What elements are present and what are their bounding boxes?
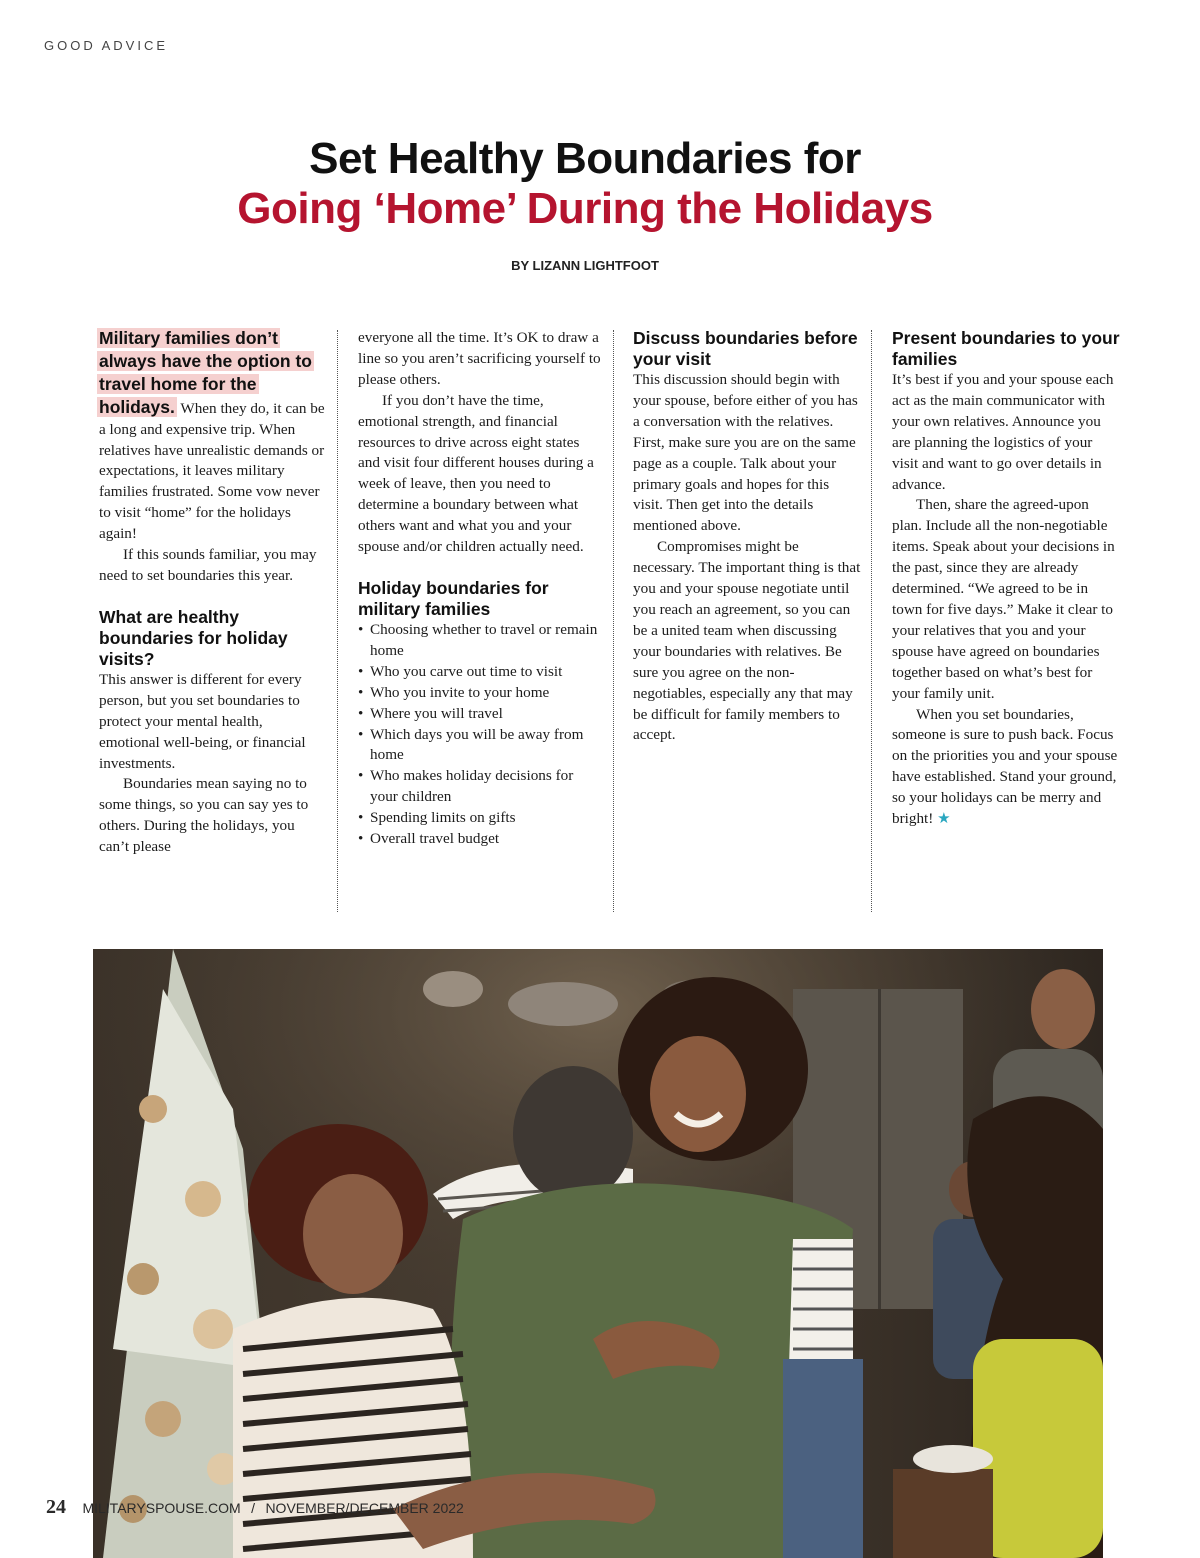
column-2 xyxy=(358,328,602,850)
byline: BY LIZANN LIGHTFOOT xyxy=(511,258,659,273)
list-item: • Spending limits on gifts xyxy=(358,809,516,827)
list-item: • Choosing whether to travel or remain home xyxy=(358,620,598,659)
boundaries-list xyxy=(358,620,602,850)
lead-highlight: Military families don’t always have the option to travel home for the holidays. xyxy=(99,328,312,417)
title-line-2: Going ‘Home’ During the Holidays xyxy=(237,184,933,233)
paragraph: This discussion should begin with your spouse, before either of you has a conversation with the relatives. First, make sure you are on the same page as a couple. Talk about your primary goals and hopes for this visit. Then get into the details mentioned above. xyxy=(633,371,858,535)
list-item: • Who you carve out time to visit xyxy=(358,662,563,680)
subheading: Holiday boundaries for military families xyxy=(358,577,549,619)
list-item: • Where you will travel xyxy=(358,704,503,722)
footer-site: MILITARYSPOUSE.COM xyxy=(82,1500,241,1516)
list-item: • Which days you will be away from home xyxy=(358,725,584,764)
page-number: 24 xyxy=(46,1496,66,1518)
footer-issue: NOVEMBER/DECEMBER 2022 xyxy=(265,1500,464,1516)
column-3 xyxy=(633,328,861,746)
page-footer xyxy=(46,1496,464,1519)
subheading: Discuss boundaries before your visit xyxy=(633,328,858,369)
title-line-1: Set Healthy Boundaries for xyxy=(309,134,861,183)
column-divider xyxy=(871,330,872,912)
paragraph: everyone all the time. It’s OK to draw a line so you aren’t sacrificing yourself to please others. xyxy=(358,329,601,388)
paragraph: It’s best if you and your spouse each act as the main communicator with your own relatives. Announce you are planning the logistics of your visit and want to go over details in advance. xyxy=(892,371,1114,493)
column-divider xyxy=(337,330,338,912)
subheading: Present boundaries to your families xyxy=(892,328,1120,369)
list-item: • Who makes holiday decisions for your children xyxy=(358,767,574,806)
column-divider xyxy=(613,330,614,912)
subheading: What are healthy boundaries for holiday visits? xyxy=(99,606,288,669)
article-title xyxy=(0,134,1170,234)
column-1 xyxy=(99,328,327,858)
closing-paragraph: When you set boundaries, someone is sure to push back. Focus on the priorities you and your spouse have established. Stand your ground, so your holidays can be merry and bright! ★ xyxy=(892,705,1118,828)
paragraph: If this sounds familiar, you may need to set boundaries this year. xyxy=(99,546,317,584)
family-holiday-photo xyxy=(93,949,1103,1558)
paragraph: If you don’t have the time, emotional strength, and financial resources to drive across eight states and visit four different houses during a week of leave, then you need to determine a boundary between what others want and what you and your spouse and/or children actually need. xyxy=(358,391,594,556)
paragraph: Compromises might be necessary. The important thing is that you and your spouse negotiate until you reach an agreement, so you can be a united team when discussing your boundaries with relatives. Be sure you agree on the non-negotiables, especially any that may be difficult for family members to accept. xyxy=(633,538,861,744)
list-item: • Who you invite to your home xyxy=(358,683,550,701)
column-4 xyxy=(892,328,1120,830)
section-label: GOOD ADVICE xyxy=(44,38,169,53)
intro-text: When they do, it can be a long and expensive trip. When relatives have unrealistic demands or expectations, it leaves military families frustrated. Some vow never to visit “home” for the holidays again! xyxy=(99,399,325,543)
paragraph: This answer is different for every person, but you set boundaries to protect your mental health, emotional well-being, or financial investments. xyxy=(99,670,306,772)
list-item: • Overall travel budget xyxy=(358,830,500,848)
star-icon: ★ xyxy=(937,810,951,828)
paragraph: Then, share the agreed-upon plan. Include all the non-negotiable items. Speak about your decisions in the past, since they are already determined. “We agreed to be in town for five days.” Make it clear to your relatives that you and your spouse have agreed on boundaries together based on what’s best for your family unit. xyxy=(892,496,1115,702)
footer-separator: / xyxy=(251,1500,255,1516)
paragraph: Boundaries mean saying no to some things, so you can say yes to others. During the holidays, you can’t please xyxy=(99,775,309,856)
intro-paragraph xyxy=(99,328,327,545)
